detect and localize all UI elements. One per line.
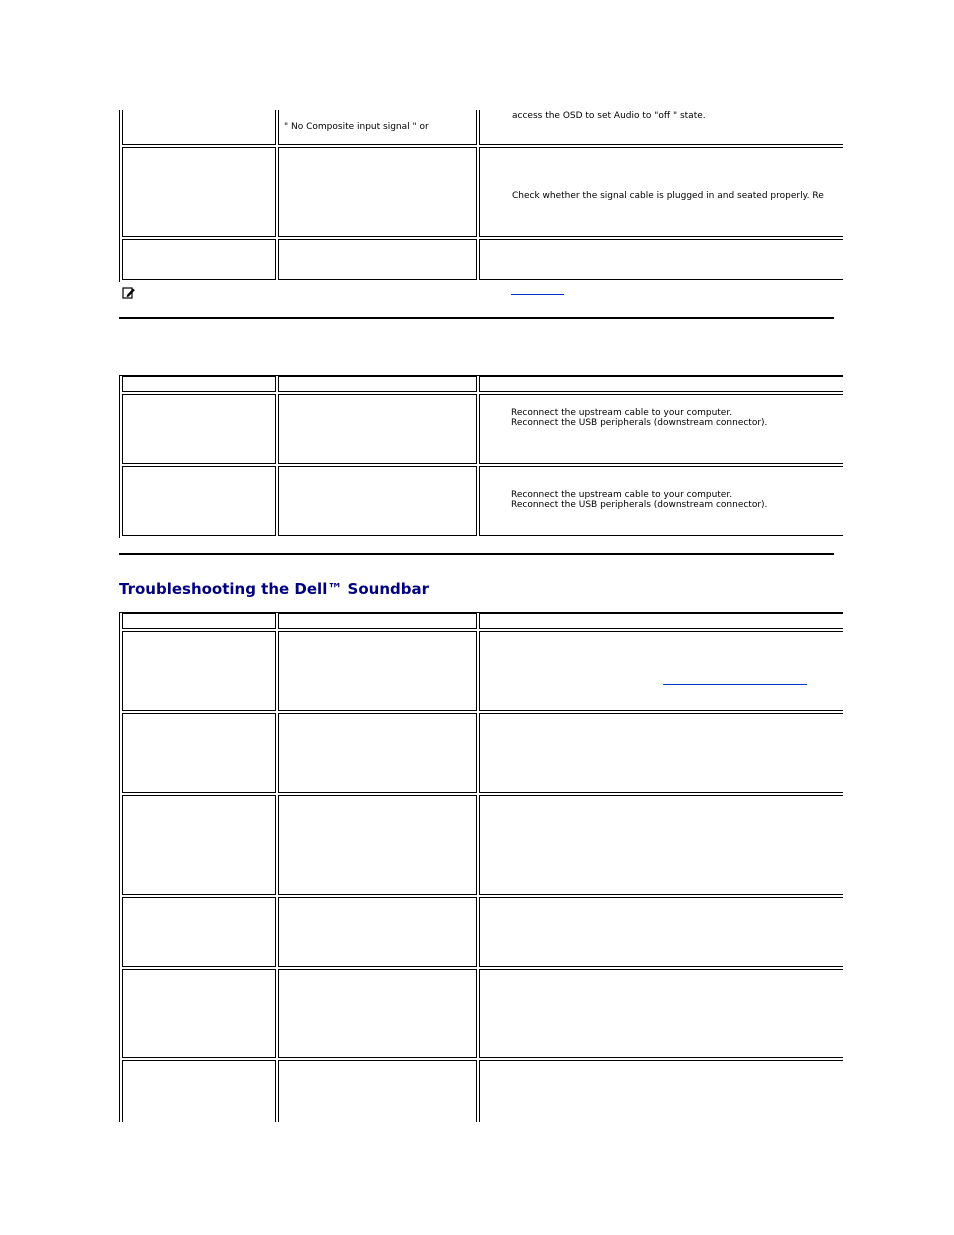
table-cell: [122, 1060, 276, 1122]
table-cell: [479, 795, 843, 895]
cell-text: " No Composite input signal " or: [284, 122, 429, 132]
header-cell: [122, 376, 276, 392]
table-cell: [122, 631, 276, 711]
table-cell: [122, 713, 276, 793]
table-cell: [122, 897, 276, 967]
table-cell: [278, 394, 477, 464]
table-cell: [479, 466, 843, 536]
table-cell: [278, 713, 477, 793]
header-cell: [479, 613, 843, 629]
table-cell: [278, 969, 477, 1058]
table-cell: [122, 239, 276, 280]
table-row: [120, 394, 843, 466]
header-cell: [122, 613, 276, 629]
table-cell: [479, 239, 843, 280]
table-cell: [278, 147, 477, 237]
table-cell: [479, 110, 843, 145]
note-link[interactable]: [511, 294, 564, 295]
header-cell: [479, 376, 843, 392]
table-cell: [479, 394, 843, 464]
table-cell: [479, 969, 843, 1058]
section-divider: [119, 317, 834, 319]
table-cell: [278, 897, 477, 967]
table-cell: [479, 713, 843, 793]
cell-text: Reconnect the upstream cable to your computer.: [511, 408, 733, 418]
table-row: [120, 897, 843, 969]
usb-troubleshooting-table: [119, 375, 843, 538]
cell-text: Reconnect the USB peripherals (downstream connector).: [511, 418, 768, 428]
section-title: Troubleshooting the Dell™ Soundbar: [119, 580, 430, 598]
note-pencil-icon: [122, 286, 136, 300]
table-cell: [278, 110, 477, 145]
table-row: [120, 466, 843, 538]
table-cell: [479, 147, 843, 237]
table-cell: [278, 631, 477, 711]
table-row: [120, 795, 843, 897]
table-header-row: [120, 613, 843, 631]
soundbar-troubleshooting-table: [119, 612, 843, 1122]
table-row: [120, 1060, 843, 1122]
cell-text: access the OSD to set Audio to "off " state.: [512, 111, 706, 121]
table-row: [120, 713, 843, 795]
cell-text: Reconnect the upstream cable to your computer.: [511, 490, 733, 500]
table-cell: [278, 795, 477, 895]
header-cell: [278, 613, 477, 629]
cell-text: Check whether the signal cable is plugged in and seated properly. Re: [512, 191, 824, 201]
table-cell: [479, 897, 843, 967]
table-cell: [278, 466, 477, 536]
header-cell: [278, 376, 477, 392]
table-row: [120, 110, 843, 147]
table-cell: [122, 394, 276, 464]
table-cell: [122, 147, 276, 237]
table-header-row: [120, 376, 843, 394]
troubleshooting-table-continued: [119, 110, 843, 282]
table-cell: [122, 466, 276, 536]
table-cell: [278, 1060, 477, 1122]
table-cell: [122, 795, 276, 895]
section-divider: [119, 553, 834, 555]
table-cell: [479, 1060, 843, 1122]
table-row: [120, 239, 843, 282]
table-row: [120, 147, 843, 239]
table-row: [120, 631, 843, 713]
table-row: [120, 969, 843, 1060]
table-cell: [278, 239, 477, 280]
table-cell: [479, 631, 843, 711]
table-cell: [122, 110, 276, 145]
table-cell: [122, 969, 276, 1058]
cell-text: Reconnect the USB peripherals (downstream connector).: [511, 500, 768, 510]
cell-link[interactable]: [663, 684, 807, 685]
